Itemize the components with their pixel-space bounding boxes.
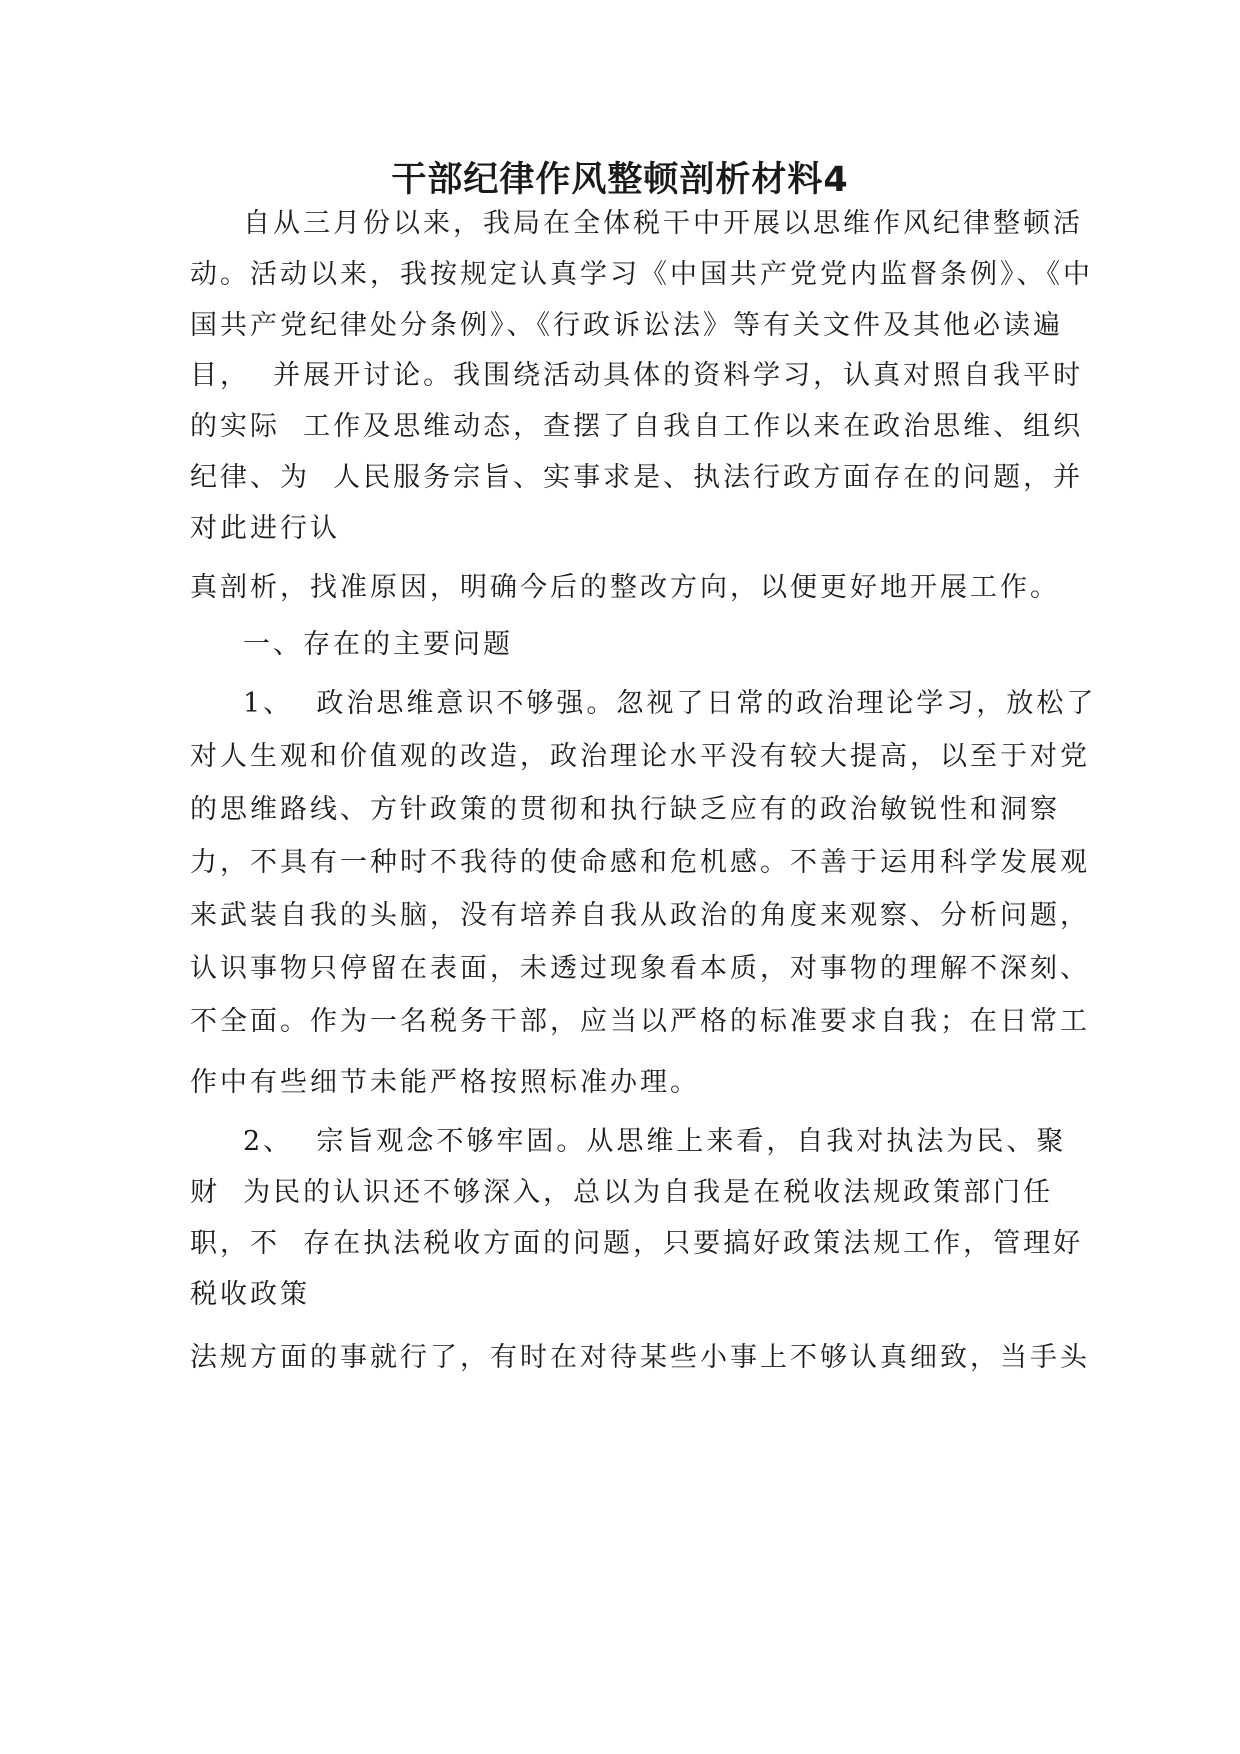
paragraph-line: 职，不 存在执法税收方面的问题，只要搞好政策法规工作，管理好 [190, 1228, 1084, 1259]
paragraph-line: 认识事物只停留在表面，未透过现象看本质，对事物的理解不深刻、 [190, 953, 1090, 984]
paragraph-line: 力，不具有一种时不我待的使命感和危机感。不善于运用科学发展观 [190, 847, 1090, 878]
paragraph-line: 对人生观和价值观的改造，政治理论水平没有较大提高，以至于对党 [190, 741, 1090, 772]
paragraph-line: 1、 政治思维意识不够强。忽视了日常的政治理论学习，放松了 [243, 688, 1097, 719]
paragraph-line: 财 为民的认识还不够深入，总以为自我是在税收法规政策部门任 [190, 1177, 1054, 1208]
paragraph-line: 真剖析，找准原因，明确今后的整改方向，以便更好地开展工作。 [190, 572, 1060, 603]
paragraph-line: 作中有些细节未能严格按照标准办理。 [190, 1067, 700, 1098]
paragraph-line: 对此进行认 [190, 513, 340, 544]
paragraph-line: 目， 并展开讨论。我围绕活动具体的资料学习，认真对照自我平时 [190, 360, 1084, 391]
paragraph-line: 的实际 工作及思维动态，查摆了自我自工作以来在政治思维、组织 [190, 411, 1084, 442]
paragraph-line: 来武装自我的头脑，没有培养自我从政治的角度来观察、分析问题， [190, 900, 1090, 931]
paragraph-line: 不全面。作为一名税务干部，应当以严格的标准要求自我；在日常工 [190, 1006, 1090, 1037]
paragraph-line: 税收政策 [190, 1279, 310, 1310]
paragraph-line: 纪律、为 人民服务宗旨、实事求是、执法行政方面存在的问题，并 [190, 462, 1084, 493]
section-heading: 一、存在的主要问题 [243, 629, 513, 660]
document-title: 干部纪律作风整顿剖析材料4 [391, 160, 849, 200]
paragraph-line: 国共产党纪律处分条例》、《行政诉讼法》等有关文件及其他必读遍 [190, 310, 1063, 341]
paragraph-line: 2、 宗旨观念不够牢固。从思维上来看，自我对执法为民、聚 [243, 1126, 1067, 1157]
paragraph-line: 自从三月份以来，我局在全体税干中开展以思维作风纪律整顿活 [243, 208, 1083, 239]
paragraph-line: 的思维路线、方针政策的贯彻和执行缺乏应有的政治敏锐性和洞察 [190, 794, 1060, 825]
paragraph-line: 动。活动以来，我按规定认真学习《中国共产党党内监督条例》、《中 [190, 259, 1093, 290]
paragraph-line: 法规方面的事就行了，有时在对待某些小事上不够认真细致，当手头 [190, 1342, 1090, 1373]
